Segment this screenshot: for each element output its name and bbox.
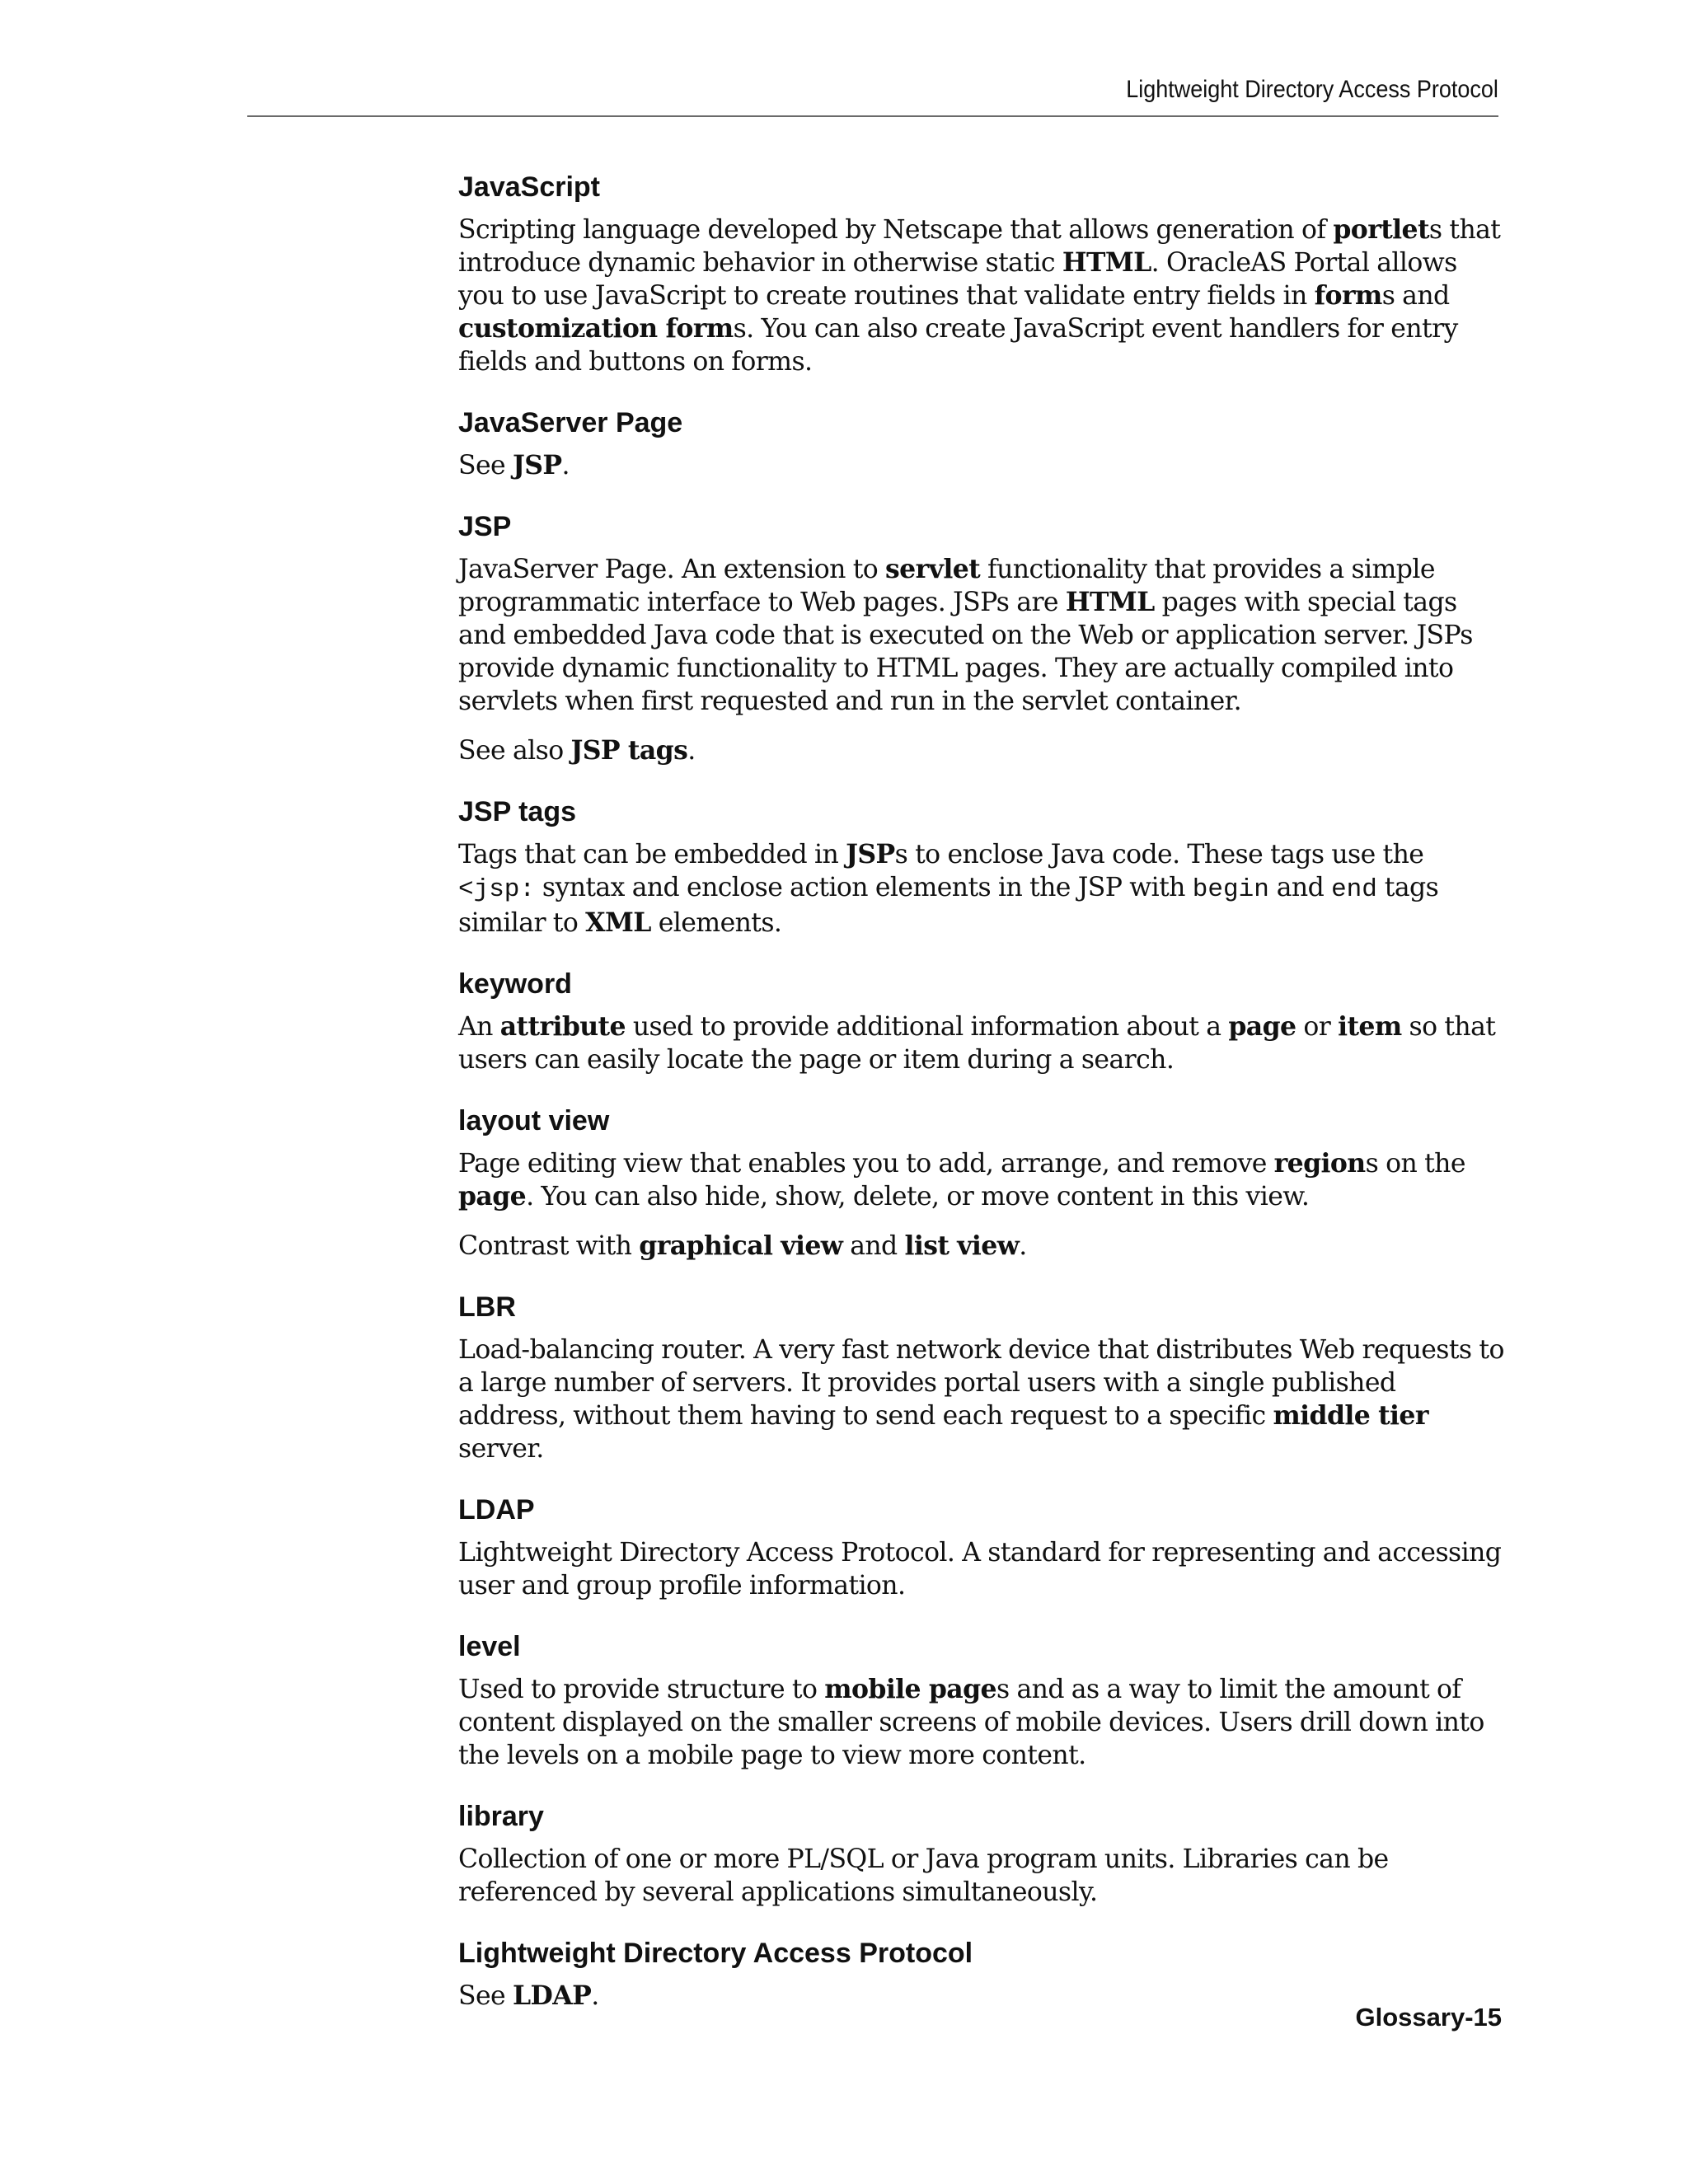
definition-text: s on the	[1365, 1149, 1465, 1179]
definition-text: functionality that provides a simple programmatic interface to Web pages. JSPs are	[458, 555, 1435, 617]
glossary-definition	[458, 1333, 1505, 1465]
glossary-entry	[458, 509, 1505, 767]
definition-text: syntax and enclose action elements in the JSP with	[535, 873, 1193, 902]
glossary-term: layout view	[458, 1105, 610, 1137]
code-term: <jsp:	[458, 875, 536, 904]
definition-text: s and as a way to limit the amount of content displayed on the smaller screens of mobile devices. Users drill down into the levels on a mobile page to view more content.	[458, 1675, 1484, 1770]
definition-text: Scripting language developed by Netscape that allows generation of	[458, 215, 1334, 245]
glossary-entry	[458, 1629, 1505, 1772]
definition-text: .	[561, 451, 570, 480]
definition-text: Lightweight Directory Access Protocol. A standard for representing and accessing user and group profile information.	[458, 1538, 1502, 1601]
definition-text: Load-balancing router. A very fast network device that distributes Web requests to a large number of servers. It provides portal users with a single published address, without them having to send each request to a specific	[458, 1335, 1504, 1431]
cross-reference-term: XML	[585, 907, 651, 938]
definition-text: .	[591, 1981, 599, 2011]
glossary-entry	[458, 1289, 1505, 1465]
definition-text: .	[687, 736, 696, 766]
definition-text: and	[1268, 873, 1332, 902]
glossary-term: library	[458, 1801, 544, 1832]
glossary-definition	[458, 213, 1505, 378]
glossary-definition	[458, 1010, 1505, 1076]
glossary-term: Lightweight Directory Access Protocol	[458, 1938, 973, 1969]
definition-text: elements.	[650, 908, 782, 938]
glossary-term: JSP	[458, 511, 512, 542]
definition-text: Page editing view that enables you to add, arrange, and remove	[458, 1149, 1274, 1179]
glossary-definition	[458, 1230, 1505, 1263]
glossary-entry	[458, 966, 1505, 1076]
cross-reference-term: LDAP	[512, 1980, 592, 2011]
definition-text: s to enclose Java code. These tags use the	[894, 840, 1424, 869]
glossary-term: JavaScript	[458, 171, 600, 203]
cross-reference-term: region	[1273, 1148, 1366, 1179]
cross-reference-term: form	[1314, 280, 1382, 311]
definition-text: .	[1019, 1231, 1027, 1261]
page-number: Glossary-15	[1355, 2003, 1502, 2032]
definition-text: See	[458, 1981, 513, 2011]
definition-text: s that introduce dynamic behavior in otherwise static	[458, 215, 1501, 278]
cross-reference-term: item	[1338, 1011, 1402, 1042]
definition-text: . You can also hide, show, delete, or move content in this view.	[526, 1182, 1310, 1212]
definition-text: See	[458, 451, 513, 480]
glossary-entry	[458, 169, 1505, 378]
glossary-definition	[458, 1673, 1505, 1772]
cross-reference-term: graphical view	[639, 1230, 843, 1261]
glossary-definition	[458, 449, 1505, 482]
glossary-entry	[458, 1103, 1505, 1263]
cross-reference-term: JSP	[512, 450, 562, 480]
cross-reference-term: mobile page	[824, 1674, 996, 1704]
glossary-term: JavaServer Page	[458, 407, 683, 438]
definition-text: used to provide additional information about a	[625, 1012, 1229, 1042]
definition-text: JavaServer Page. An extension to	[458, 555, 886, 584]
definition-text: tags similar to	[458, 873, 1439, 938]
glossary-definition	[458, 1843, 1505, 1909]
cross-reference-term: HTML	[1065, 587, 1155, 617]
cross-reference-term: page	[1228, 1011, 1296, 1042]
glossary-term: keyword	[458, 968, 572, 1000]
cross-reference-term: customization form	[458, 313, 734, 344]
glossary-entry	[458, 1492, 1505, 1602]
definition-text: Collection of one or more PL/SQL or Java program units. Libraries can be referenced by several applications simultaneously.	[458, 1844, 1389, 1907]
glossary-definition	[458, 838, 1505, 940]
glossary-definition	[458, 1980, 1505, 2013]
cross-reference-term: servlet	[885, 554, 981, 584]
code-term: begin	[1192, 875, 1269, 904]
glossary-entries	[458, 169, 1505, 2029]
definition-text: . OracleAS Portal allows you to use JavaScript to create routines that validate entry fields in	[458, 248, 1457, 311]
definition-text: and	[842, 1231, 905, 1261]
definition-text: pages with special tags and embedded Java code that is executed on the Web or application server. JSPs provide dynamic functionality to HTML pages. They are actually compiled into servlets when first requested and run in the servlet container.	[458, 588, 1473, 716]
definition-text: Used to provide structure to	[458, 1675, 825, 1704]
cross-reference-term: JSP tags	[570, 735, 688, 766]
definition-text: s and	[1381, 281, 1450, 311]
running-header	[247, 71, 1498, 117]
glossary-definition	[458, 553, 1505, 718]
definition-text: s. You can also create JavaScript event handlers for entry fields and buttons on forms.	[458, 314, 1458, 377]
glossary-entry	[458, 794, 1505, 940]
cross-reference-term: portlet	[1333, 214, 1429, 245]
glossary-term: JSP tags	[458, 796, 577, 827]
definition-text: or	[1296, 1012, 1339, 1042]
glossary-definition	[458, 1147, 1505, 1213]
glossary-definition	[458, 734, 1505, 767]
running-header-title: Lightweight Directory Access Protocol	[1126, 76, 1498, 103]
cross-reference-term: page	[458, 1181, 527, 1212]
definition-text: server.	[458, 1434, 544, 1464]
glossary-definition	[458, 1536, 1505, 1602]
glossary-entry	[458, 1798, 1505, 1909]
definition-text: so that users can easily locate the page or item during a search.	[458, 1012, 1496, 1075]
cross-reference-term: attribute	[499, 1011, 626, 1042]
definition-text: Tags that can be embedded in	[458, 840, 846, 869]
definition-text: See also	[458, 736, 571, 766]
cross-reference-term: list view	[904, 1230, 1020, 1261]
cross-reference-term: HTML	[1062, 247, 1151, 278]
code-term: end	[1331, 875, 1377, 904]
glossary-term: level	[458, 1631, 521, 1662]
definition-text: Contrast with	[458, 1231, 640, 1261]
definition-text: An	[458, 1012, 500, 1042]
cross-reference-term: middle tier	[1273, 1400, 1428, 1431]
cross-reference-term: JSP	[846, 839, 895, 869]
glossary-term: LBR	[458, 1291, 516, 1323]
glossary-entry	[458, 1935, 1505, 2013]
glossary-term: LDAP	[458, 1494, 535, 1526]
glossary-entry	[458, 405, 1505, 482]
